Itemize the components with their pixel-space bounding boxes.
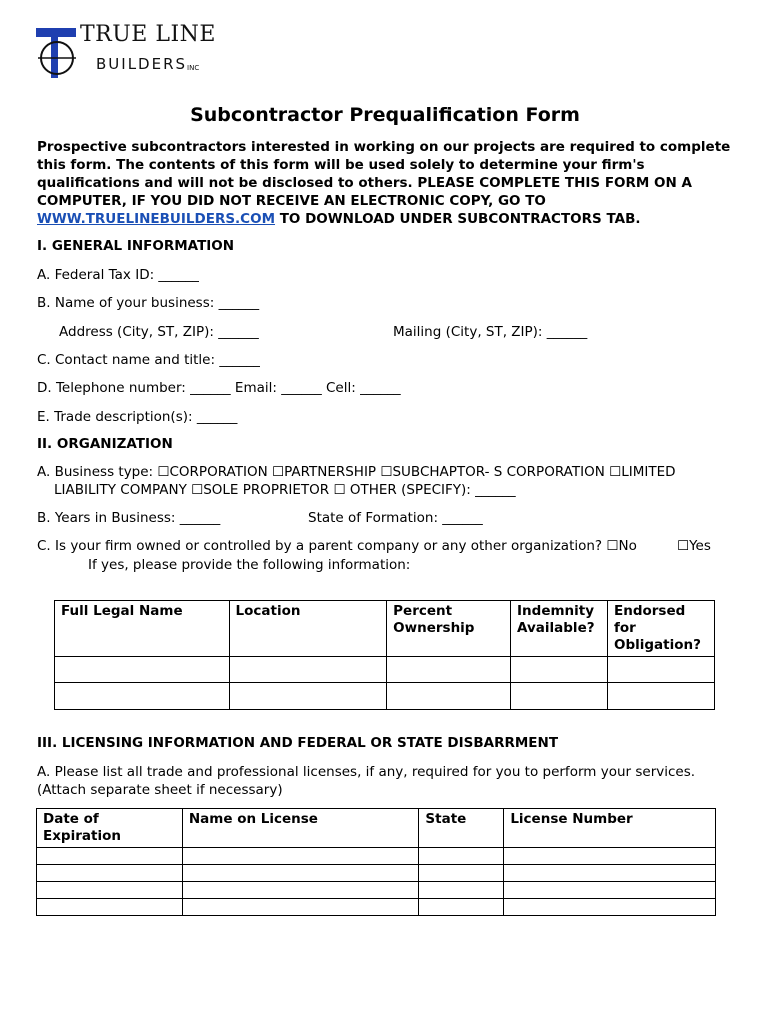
trade-description-field[interactable]: E. Trade description(s): ______ bbox=[37, 409, 238, 425]
contact-field[interactable]: C. Contact name and title: ______ bbox=[37, 352, 260, 368]
table-cell[interactable] bbox=[504, 899, 716, 916]
intro-paragraph: Prospective subcontractors interested in working on our projects are required to complete this form. The contents of this form will be used solely to determine your firm's qualifications and will not be disclosed to others. PLEASE COMPLETE THIS FORM ON A COMPUTER, IF YOU DID NOT RECEIVE AN ELECTRONIC COPY, GO TO WWW.TRUELINEBUILDERS.COM TO DOWNLOAD UNDER SUBCONTRACTORS TAB. bbox=[37, 139, 731, 227]
website-link[interactable]: WWW.TRUELINEBUILDERS.COM bbox=[37, 211, 276, 227]
column-header: State bbox=[419, 809, 504, 848]
table-cell[interactable] bbox=[504, 882, 716, 899]
table-cell[interactable] bbox=[55, 683, 230, 710]
business-type-options[interactable]: A. Business type: ☐CORPORATION ☐PARTNERSHIP ☐SUBCHAPTOR- S CORPORATION ☐LIMITED bbox=[37, 464, 676, 480]
table-cell[interactable] bbox=[182, 882, 419, 899]
table-cell[interactable] bbox=[419, 899, 504, 916]
table-cell[interactable] bbox=[419, 882, 504, 899]
table-cell[interactable] bbox=[608, 657, 715, 683]
column-header: Endorsed for Obligation? bbox=[608, 601, 715, 657]
column-header: Indemnity Available? bbox=[511, 601, 608, 657]
business-type-options-continued[interactable]: LIABILITY COMPANY ☐SOLE PROPRIETOR ☐ OTHER (SPECIFY): ______ bbox=[54, 482, 516, 498]
column-header: Name on License bbox=[182, 809, 419, 848]
parent-company-question[interactable]: C. Is your firm owned or controlled by a parent company or any other organization? ☐No bbox=[37, 538, 637, 554]
table-cell[interactable] bbox=[511, 683, 608, 710]
tax-id-field[interactable]: A. Federal Tax ID: ______ bbox=[37, 267, 199, 283]
table-cell[interactable] bbox=[419, 848, 504, 865]
table-cell[interactable] bbox=[182, 848, 419, 865]
table-cell[interactable] bbox=[229, 683, 387, 710]
table-cell[interactable] bbox=[55, 657, 230, 683]
table-cell[interactable] bbox=[182, 899, 419, 916]
license-table bbox=[36, 808, 716, 916]
trueline-logo-icon bbox=[34, 26, 80, 82]
column-header: License Number bbox=[504, 809, 716, 848]
licensing-instruction: A. Please list all trade and professional licenses, if any, required for you to perform your services. bbox=[37, 764, 696, 780]
table-cell[interactable] bbox=[387, 683, 511, 710]
table-cell[interactable] bbox=[37, 882, 183, 899]
logo-wordmark-bottom: $BUILDERS_{INC}$ bbox=[96, 55, 200, 73]
section-licensing-heading: III. LICENSING INFORMATION AND FEDERAL OR STATE DISBARRMENT bbox=[37, 735, 559, 751]
table-cell[interactable] bbox=[37, 899, 183, 916]
table-cell[interactable] bbox=[387, 657, 511, 683]
table-row bbox=[37, 848, 716, 865]
table-row bbox=[55, 683, 715, 710]
mailing-field[interactable]: Mailing (City, ST, ZIP): ______ bbox=[393, 324, 588, 340]
table-cell[interactable] bbox=[504, 865, 716, 882]
table-cell[interactable] bbox=[511, 657, 608, 683]
table-cell[interactable] bbox=[182, 865, 419, 882]
years-in-business-field[interactable]: B. Years in Business: ______ bbox=[37, 510, 221, 526]
parent-followup-text: If yes, please provide the following information: bbox=[88, 557, 411, 573]
state-of-formation-field[interactable]: State of Formation: ______ bbox=[308, 510, 483, 526]
logo-wordmark-top: TRUE LINE bbox=[80, 22, 216, 47]
table-row bbox=[37, 882, 716, 899]
parent-yes-checkbox[interactable]: ☐Yes bbox=[677, 538, 711, 554]
section-general-heading: I. GENERAL INFORMATION bbox=[37, 238, 235, 254]
column-header: Date of Expiration bbox=[37, 809, 183, 848]
business-name-field[interactable]: B. Name of your business: ______ bbox=[37, 295, 260, 311]
table-cell[interactable] bbox=[608, 683, 715, 710]
address-field[interactable]: Address (City, ST, ZIP): ______ bbox=[59, 324, 259, 340]
table-cell[interactable] bbox=[229, 657, 387, 683]
parent-company-table bbox=[54, 600, 715, 710]
licensing-instruction-note: (Attach separate sheet if necessary) bbox=[37, 782, 283, 798]
table-cell[interactable] bbox=[37, 848, 183, 865]
column-header: Percent Ownership bbox=[387, 601, 511, 657]
table-row bbox=[55, 657, 715, 683]
telephone-email-cell-field[interactable]: D. Telephone number: ______ Email: ______ Cell: ______ bbox=[37, 380, 401, 396]
table-cell[interactable] bbox=[419, 865, 504, 882]
table-row bbox=[37, 899, 716, 916]
section-organization-heading: II. ORGANIZATION bbox=[37, 436, 173, 452]
table-row bbox=[37, 865, 716, 882]
page-title: Subcontractor Prequalification Form bbox=[190, 104, 580, 126]
table-cell[interactable] bbox=[37, 865, 183, 882]
table-cell[interactable] bbox=[504, 848, 716, 865]
company-logo bbox=[34, 22, 234, 82]
column-header: Location bbox=[229, 601, 387, 657]
column-header: Full Legal Name bbox=[55, 601, 230, 657]
